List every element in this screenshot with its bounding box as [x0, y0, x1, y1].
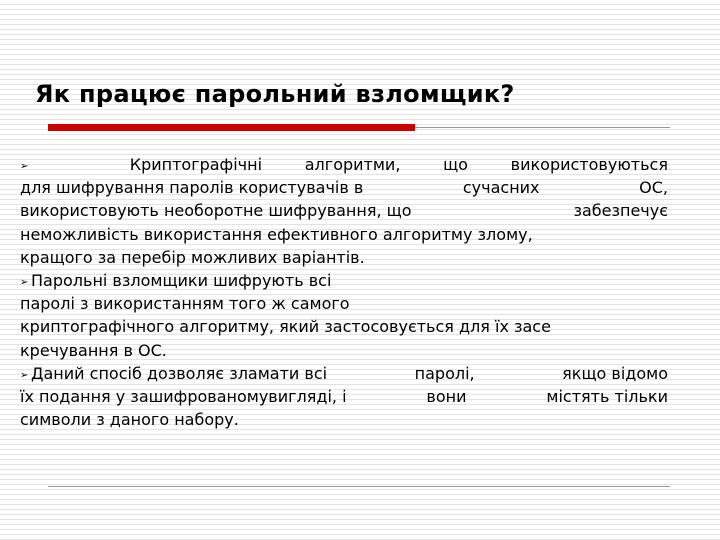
text-segment: символи з даного набору.: [20, 410, 239, 430]
text-segment: ОС,: [639, 178, 668, 198]
bullet-line: [20, 176, 668, 199]
text-segment: паролі,: [414, 363, 475, 383]
bullet-line: [20, 315, 668, 338]
bullet-lead: [20, 153, 87, 176]
text-segment: що: [443, 155, 468, 174]
text-segment: містять тільки: [546, 386, 668, 406]
bullet-item: [20, 362, 668, 432]
text-segment: якщо відомо: [562, 363, 668, 383]
text-segment: їх подання у зашифрованомувигляді, і: [20, 386, 347, 406]
footer-rule: [48, 486, 670, 487]
bullet-item: [20, 269, 668, 362]
text-segment: вони: [426, 386, 467, 406]
title-underline-rule: [415, 127, 670, 128]
text-segment: використовують необоротне шифрування, що: [20, 201, 412, 221]
text-segment: паролі з використанням того ж самого: [20, 294, 350, 314]
text-segment: кречування в ОС.: [20, 340, 167, 360]
bullet-line: [20, 408, 668, 431]
text-segment: Криптографічні: [129, 155, 263, 174]
bullet-item: [20, 153, 668, 269]
text-segment: алгоритми,: [304, 155, 401, 174]
bullet-line: [20, 362, 668, 385]
bullet-line: [20, 385, 668, 408]
bullet-line: [20, 339, 668, 362]
text-segment: кращого за перебір можливих варіантів.: [20, 247, 365, 267]
arrow-bullet-icon: ➢: [20, 276, 29, 288]
bullet-line: [20, 153, 668, 176]
arrow-bullet-icon: ➢: [20, 369, 29, 381]
bullet-line: [20, 246, 668, 269]
title-underline-accent: [48, 124, 415, 131]
text-segment: використовуються: [510, 155, 668, 174]
text-segment: забезпечує: [573, 201, 668, 221]
text-segment: для шифрування паролів користувачів в: [20, 178, 364, 198]
slide-title: Як працює парольний взломщик?: [35, 80, 515, 108]
text-segment: криптографічного алгоритму, який застосовується для їх засе: [20, 317, 551, 337]
bullet-line: [20, 199, 668, 222]
slide-body: [20, 153, 668, 431]
text-segment: неможливість використання ефективного алгоритму злому,: [20, 224, 533, 244]
bullet-line: [20, 292, 668, 315]
arrow-bullet-icon: ➢: [20, 161, 29, 172]
text-segment: ➢ Даний спосіб дозволяє зламати всі: [20, 362, 327, 385]
text-segment: сучасних: [462, 178, 540, 198]
bullet-line: [20, 223, 668, 246]
text-segment: Парольні взломщики шифрують всі: [31, 270, 332, 290]
bullet-line: [20, 269, 668, 292]
